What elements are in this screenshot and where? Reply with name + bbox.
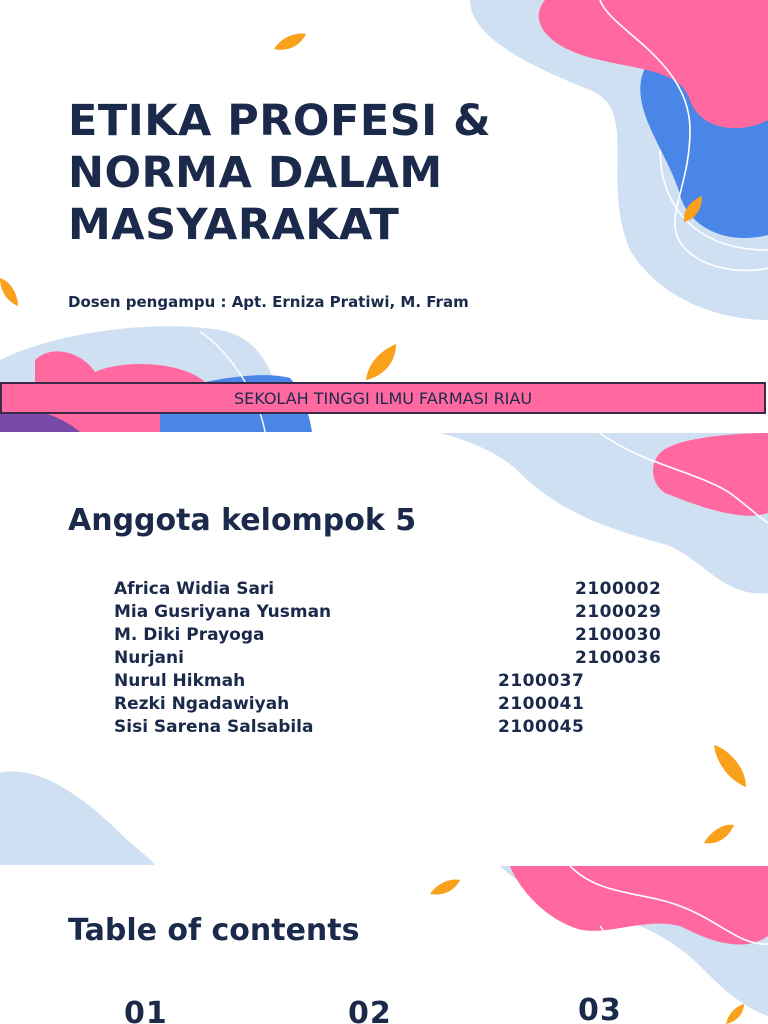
toc-number-01: 01 <box>124 996 168 1024</box>
institution-banner <box>0 382 766 414</box>
member-name: M. Diki Prayoga <box>114 625 265 645</box>
toc-slide <box>0 866 768 1024</box>
members-heading: Anggota kelompok 5 <box>68 503 417 538</box>
member-name: Africa Widia Sari <box>114 579 275 599</box>
member-nim: 2100041 <box>498 694 585 714</box>
members-slide <box>0 433 768 865</box>
leaf-icon <box>704 825 734 844</box>
leaf-icon <box>366 344 396 380</box>
leaf-icon <box>714 745 746 787</box>
leaf-icon <box>274 34 306 50</box>
member-name: Sisi Sarena Salsabila <box>114 717 314 737</box>
leaf-icon <box>726 1004 744 1024</box>
member-nim: 2100036 <box>575 648 662 668</box>
member-name: Nurjani <box>114 648 184 668</box>
member-nim: 2100002 <box>575 579 662 599</box>
lecturer-name: Dosen pengampu : Apt. Erniza Pratiwi, M. Fram <box>68 293 469 311</box>
member-nim: 2100045 <box>498 717 585 737</box>
member-nim: 2100030 <box>575 625 662 645</box>
member-nim: 2100029 <box>575 602 662 622</box>
leaf-icon <box>0 278 18 306</box>
cover-title: ETIKA PROFESI & NORMA DALAM MASYARAKAT <box>68 96 492 250</box>
member-name: Nurul Hikmah <box>114 671 246 691</box>
toc-number-03: 03 <box>578 993 622 1024</box>
bottom-light-blue-blob <box>0 771 155 865</box>
member-nim: 2100037 <box>498 671 585 691</box>
institution-name: SEKOLAH TINGGI ILMU FARMASI RIAU <box>233 388 533 408</box>
toc-heading: Table of contents <box>68 913 360 948</box>
member-name: Rezki Ngadawiyah <box>114 694 290 714</box>
leaf-icon <box>430 880 460 895</box>
cover-slide <box>0 0 768 432</box>
toc-number-02: 02 <box>348 996 392 1024</box>
member-name: Mia Gusriyana Yusman <box>114 602 332 622</box>
pink-blob <box>510 866 768 945</box>
